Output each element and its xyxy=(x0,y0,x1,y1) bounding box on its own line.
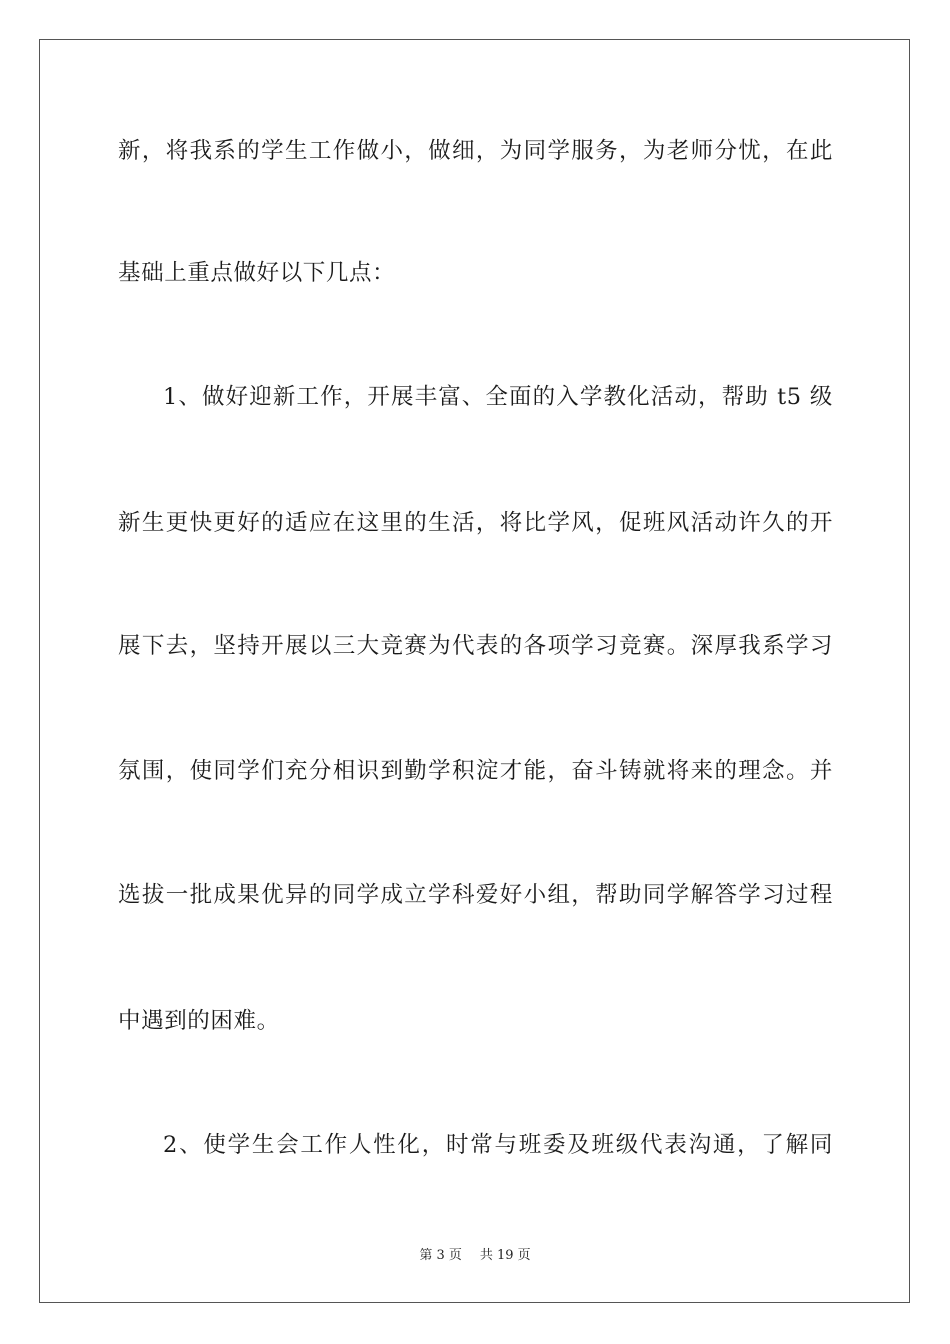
body-line-4: 新生更快更好的适应在这里的生活，将比学风，促班风活动许久的开 xyxy=(118,510,833,536)
page-border xyxy=(39,39,910,1303)
body-line-1: 新，将我系的学生工作做小，做细，为同学服务，为老师分忧，在此 xyxy=(118,138,833,164)
body-line-6: 氛围，使同学们充分相识到勤学积淀才能，奋斗铸就将来的理念。并 xyxy=(118,758,833,784)
page-number: 第 3 页 xyxy=(419,1248,462,1263)
body-line-3: 1、做好迎新工作，开展丰富、全面的入学教化活动，帮助 t5 级 xyxy=(163,384,833,410)
page-total: 共 19 页 xyxy=(479,1248,531,1263)
body-line-2: 基础上重点做好以下几点： xyxy=(118,260,396,286)
page-footer xyxy=(0,1247,950,1265)
body-line-9: 2、使学生会工作人性化，时常与班委及班级代表沟通，了解同 xyxy=(163,1132,833,1158)
body-line-7: 选拔一批成果优异的同学成立学科爱好小组，帮助同学解答学习过程 xyxy=(118,882,833,908)
body-line-8: 中遇到的困难。 xyxy=(118,1008,280,1034)
body-line-5: 展下去，坚持开展以三大竞赛为代表的各项学习竞赛。深厚我系学习 xyxy=(118,633,833,659)
